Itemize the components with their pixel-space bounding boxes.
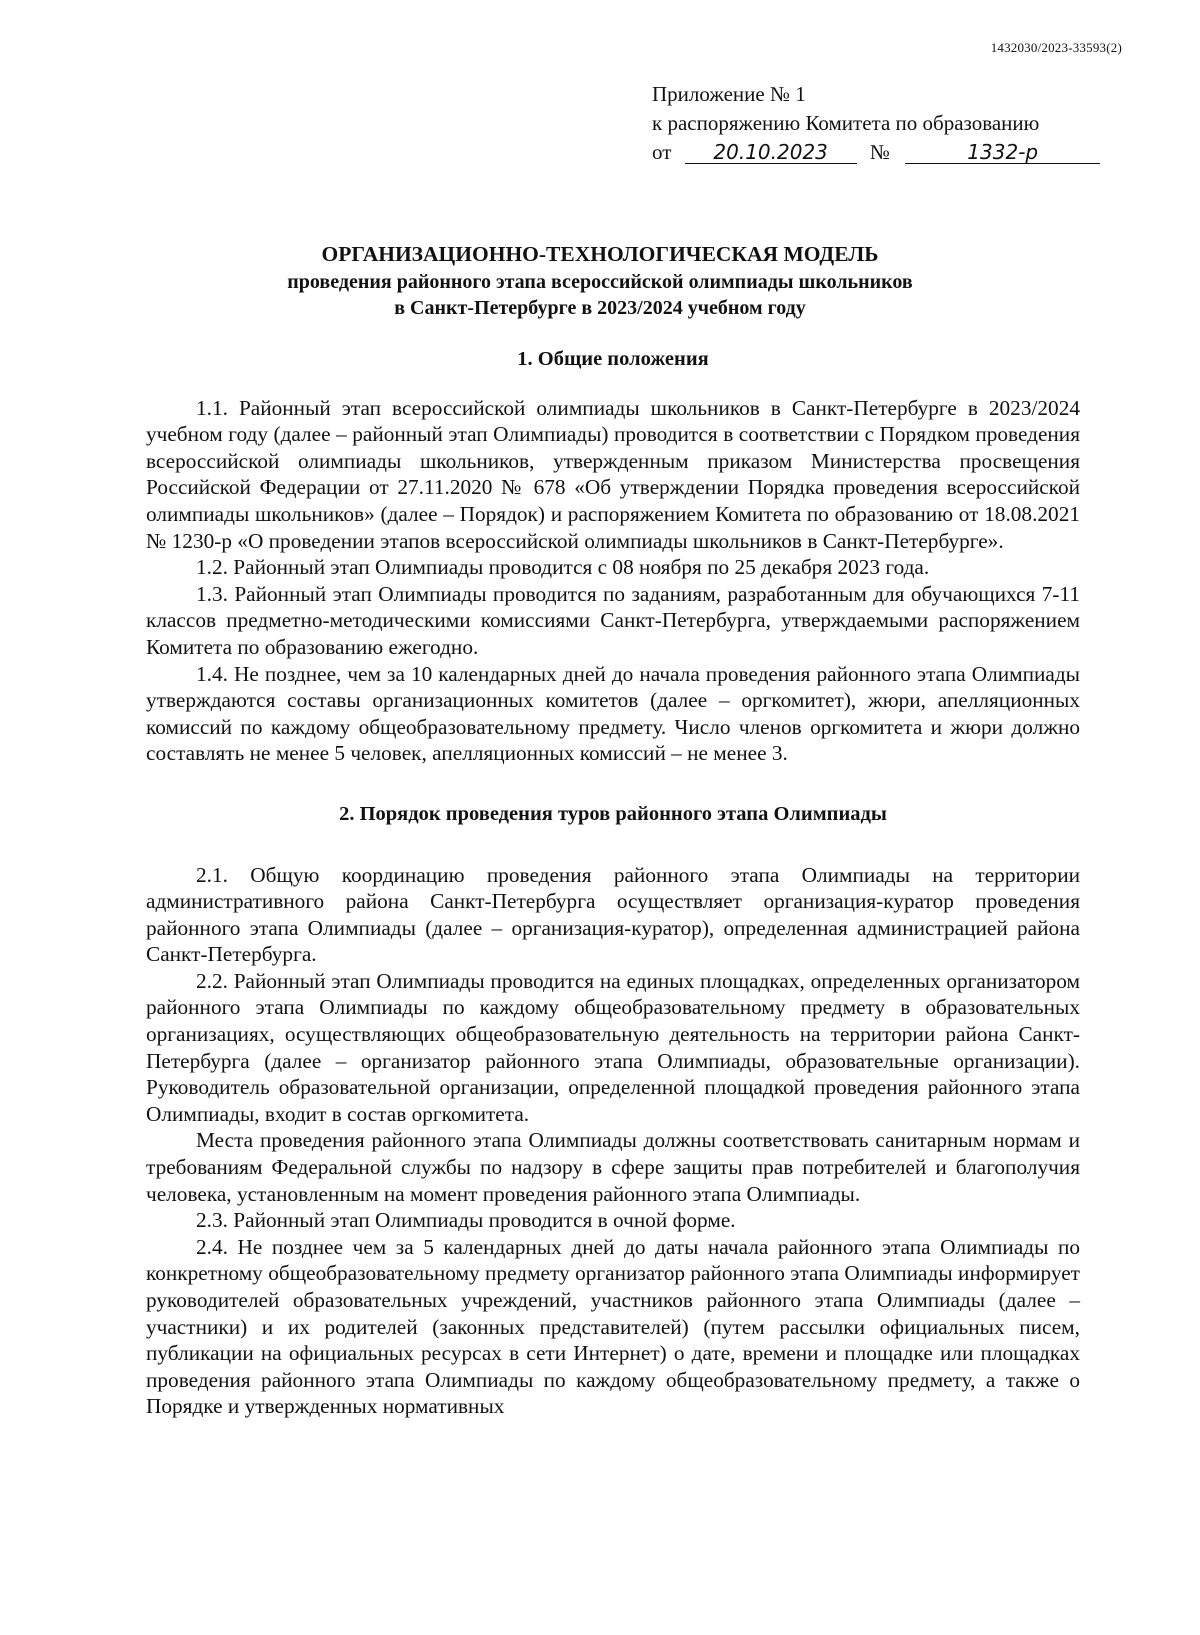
handwritten-number: 1332-р bbox=[905, 141, 1100, 164]
paragraph-2-2-venues: Места проведения районного этапа Олимпиады должны соответствовать санитарным нормам и требованиям Федеральной службы по надзору в сфере защиты прав потребителей и благополучия человека, установленным на момент проведения районного этапа Олимпиады. bbox=[146, 1128, 1080, 1206]
paragraph-2-1: 2.1. Общую координацию проведения районного этапа Олимпиады на территории административного района Санкт-Петербурга осуществляет организация-куратор проведения районного этапа Олимпиады (далее – организация-куратор), определенная администрацией района Санкт-Петербурга. bbox=[146, 862, 1080, 967]
number-label: № bbox=[869, 140, 890, 164]
attachment-title: Приложение № 1 bbox=[652, 82, 806, 106]
registration-number: 1432030/2023-33593(2) bbox=[990, 40, 1122, 55]
section-heading-2: 2. Порядок проведения туров районного этапа Олимпиады bbox=[339, 802, 887, 825]
paragraph-2-4: 2.4. Не позднее чем за 5 календарных дней до даты начала районного этапа Олимпиады по конкретному общеобразовательному предмету организатор районного этапа Олимпиады информирует руководителей образовательных учреждений, участников районного этапа Олимпиады (далее – участники) и их родителей (законных представителей) (путем рассылки официальных писем, публикации на официальных ресурсах в сети Интернет) о дате, времени и площадке или площадках проведения районного этапа Олимпиады по каждому общеобразовательному предмету, а также о Порядке и утвержденных нормативных bbox=[146, 1234, 1080, 1419]
paragraph-1-4: 1.4. Не позднее, чем за 10 календарных дней до начала проведения районного этапа Олимпиады утверждаются составы организационных комитетов (далее – оргкомитет), жюри, апелляционных комиссий по каждому общеобразовательному предмету. Число членов оргкомитета и жюри должно составлять не менее 5 человек, апелляционных комиссий – не менее 3. bbox=[146, 661, 1080, 766]
document-title bbox=[150, 240, 1050, 321]
paragraph-2-2: 2.2. Районный этап Олимпиады проводится на единых площадках, определенных организатором районного этапа Олимпиады по каждому общеобразовательному предмету в образовательных организациях, осуществляющих общеобразовательную деятельность на территории района Санкт-Петербурга (далее – организатор районного этапа Олимпиады, образовательные организации). Руководитель образовательной организации, определенной площадкой проведения районного этапа Олимпиады, входит в состав оргкомитета. bbox=[146, 968, 1080, 1126]
handwritten-date: 20.10.2023 bbox=[685, 141, 857, 164]
paragraph-1-1: 1.1. Районный этап всероссийской олимпиады школьников в Санкт-Петербурге в 2023/2024 учебном году (далее – районный этап Олимпиады) проводится в соответствии с Порядком проведения всероссийской олимпиады школьников, утвержденным приказом Министерства просвещения Российской Федерации от 27.11.2020 № 678 «Об утверждении Порядка проведения всероссийской олимпиады школьников» (далее – Порядок) и распоряжением Комитета по образованию от 18.08.2021 № 1230-р «О проведении этапов всероссийской олимпиады школьников в Санкт-Петербурге». bbox=[146, 395, 1080, 553]
paragraph-2-3: 2.3. Районный этап Олимпиады проводится в очной форме. bbox=[196, 1208, 736, 1233]
paragraph-1-2: 1.2. Районный этап Олимпиады проводится с 08 ноября по 25 декабря 2023 года. bbox=[196, 555, 930, 580]
title-line-3: в Санкт-Петербурге в 2023/2024 учебном году bbox=[394, 297, 806, 319]
attachment-date-number bbox=[652, 138, 1100, 167]
title-line-1: ОРГАНИЗАЦИОННО-ТЕХНОЛОГИЧЕСКАЯ МОДЕЛЬ bbox=[321, 242, 879, 266]
attachment-reference: к распоряжению Комитета по образованию bbox=[652, 111, 1040, 135]
document-body bbox=[146, 346, 1080, 1420]
attachment-block bbox=[652, 80, 1100, 167]
from-label: от bbox=[652, 140, 672, 164]
title-line-2: проведения районного этапа всероссийской олимпиады школьников bbox=[287, 271, 913, 293]
paragraph-1-3: 1.3. Районный этап Олимпиады проводится по заданиям, разработанным для обучающихся 7-11 классов предметно-методическими комиссиями Санкт-Петербурга, утверждаемыми распоряжением Комитета по образованию ежегодно. bbox=[146, 581, 1080, 659]
section-heading-1: 1. Общие положения bbox=[517, 348, 709, 370]
